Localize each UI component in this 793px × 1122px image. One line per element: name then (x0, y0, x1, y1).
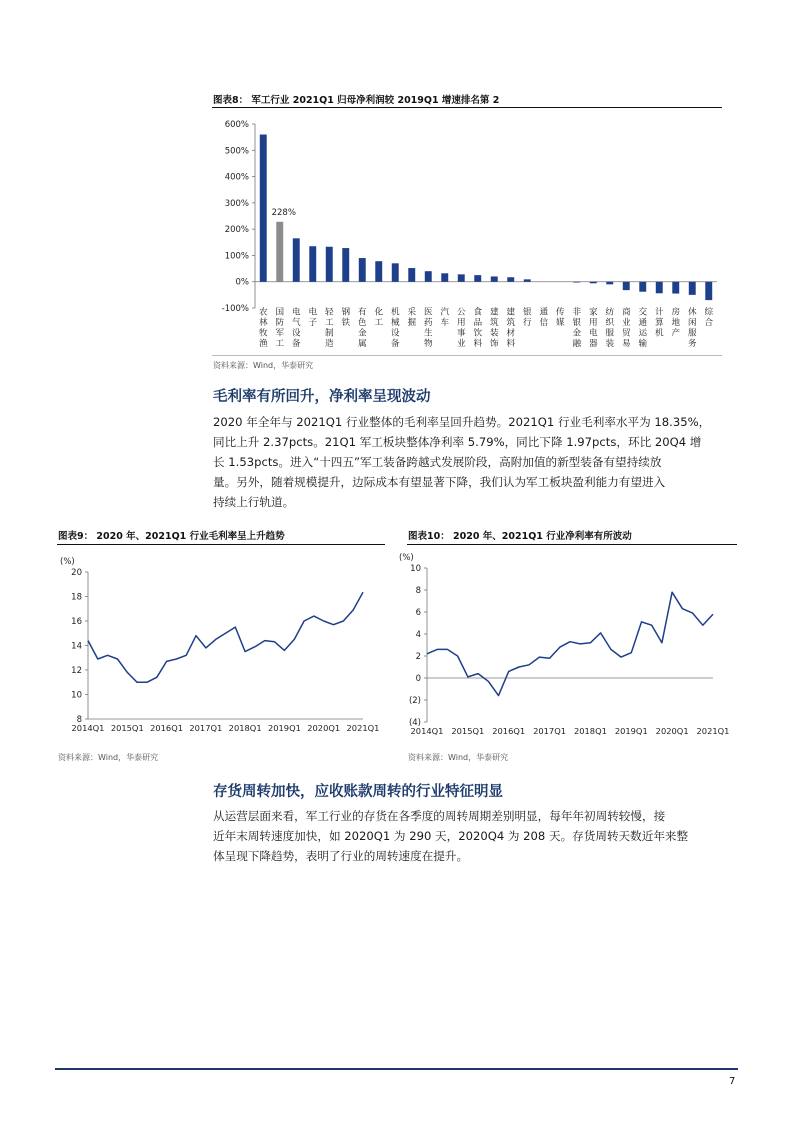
fig8-bar (623, 282, 630, 290)
fig8-category-label: 医药生物 (423, 307, 433, 350)
fig8-bar (590, 282, 597, 284)
section2-heading: 存货周转加快，应收账款周转的行业特征明显 (213, 783, 503, 800)
fig8-category-label: 汽车 (440, 307, 450, 329)
fig10-x-tick-label: 2021Q1 (696, 726, 730, 736)
fig8-bar (408, 268, 415, 282)
fig8-title-rule (212, 107, 722, 108)
fig8-category-label: 银行 (522, 307, 532, 329)
fig8-category-label: 交通运输 (638, 307, 648, 350)
section2-line-2: 近年末周转速度加快，如 2020Q1 为 290 天，2020Q4 为 208 天。存货周转天数近年来整 (213, 829, 689, 843)
fig8-y-tick-label: 200% (224, 225, 249, 236)
fig9-y-tick-label: 12 (71, 666, 82, 676)
fig9-x-tick-label: 2014Q1 (71, 723, 105, 733)
fig9-title: 图表9： 2020 年、2021Q1 行业毛利率呈上升趋势 (58, 531, 285, 542)
page-number: 7 (729, 1076, 736, 1087)
fig8-y-tick-label: 500% (224, 146, 249, 157)
fig8-y-tick-label: 400% (224, 172, 249, 183)
fig10-x-tick-label: 2020Q1 (655, 726, 689, 736)
fig8-bar (293, 238, 300, 281)
fig8-y-tick-label: 600% (224, 120, 249, 130)
fig8-category-label: 食品饮料 (473, 307, 483, 350)
fig10-y-tick-label: 8 (415, 586, 421, 596)
fig8-category-label: 电子 (308, 307, 318, 329)
section2-line-3: 体呈现下降趋势，表明了行业的周转速度在提升。 (213, 849, 469, 863)
fig8-bar (491, 276, 498, 281)
fig10-y-tick-label: 10 (410, 564, 421, 574)
fig10-x-tick-label: 2019Q1 (614, 726, 648, 736)
fig10-series-line (427, 592, 713, 695)
fig10-line-chart (399, 548, 740, 740)
fig8-category-label: 家用电器 (588, 307, 598, 350)
fig9-y-tick-label: 14 (71, 641, 82, 652)
fig10-x-tick-label: 2018Q1 (573, 726, 607, 736)
fig8-bottom-rule (212, 355, 722, 356)
fig8-category-label: 采掘 (407, 307, 417, 329)
fig8-category-label: 化工 (374, 307, 384, 329)
fig9-y-tick-label: 18 (71, 592, 82, 603)
section2-paragraph (213, 806, 733, 866)
fig8-bar (392, 263, 399, 281)
fig8-y-tick-label: 300% (224, 198, 249, 209)
fig8-category-label: 建筑装饰 (489, 307, 499, 350)
fig8-category-label: 休闲服务 (687, 307, 697, 350)
fig8-y-tick-label: 100% (224, 251, 249, 262)
fig8-category-label: 综合 (704, 307, 714, 329)
fig9-x-tick-label: 2021Q1 (346, 723, 380, 733)
fig8-category-label: 房地产 (671, 307, 681, 339)
fig10-y-tick-label: 4 (415, 630, 421, 640)
fig10-y-tick-label: 6 (415, 608, 421, 618)
footer-rule (55, 1068, 738, 1070)
fig8-category-label: 轻工制造 (324, 307, 334, 350)
fig8-bar (276, 222, 283, 282)
fig10-x-tick-label: 2017Q1 (533, 726, 567, 736)
fig8-title: 图表8： 军工行业 2021Q1 归母净利润较 2019Q1 增速排名第 2 (213, 95, 500, 106)
fig8-bar (507, 277, 514, 281)
fig8-bar (425, 271, 432, 282)
section1-line-4: 量。另外，随着规模提升，边际成本有望显著下降，我们认为军工板块盈利能力有望进入 (213, 475, 666, 489)
fig9-y-tick-label: 10 (71, 690, 82, 701)
fig8-category-label: 电气设备 (291, 307, 301, 350)
fig8-category-label: 通信 (539, 307, 549, 329)
section1-line-1: 2020 年全年与 2021Q1 行业整体的毛利率呈回升趋势。2021Q1 行业毛利率水平为 18.35%， (213, 415, 711, 429)
fig8-bar (656, 282, 663, 294)
fig10-unit-label: (%) (399, 553, 414, 563)
fig8-category-label: 商业贸易 (621, 307, 631, 350)
fig9-y-tick-label: 16 (71, 617, 82, 627)
fig9-x-tick-label: 2019Q1 (267, 723, 301, 733)
section2-line-1: 从运营层面来看，军工行业的存货在各季度的周转周期差别明显，每年年初周转较慢，接 (213, 809, 666, 823)
fig9-x-tick-label: 2018Q1 (228, 723, 262, 733)
fig10-title: 图表10： 2020 年、2021Q1 行业净利率有所波动 (408, 531, 632, 542)
fig9-y-tick-label: 8 (76, 715, 82, 725)
fig8-bar (359, 258, 366, 282)
fig8-bar (309, 246, 316, 281)
fig8-category-label: 公用事业 (456, 307, 466, 350)
fig9-x-tick-label: 2020Q1 (307, 723, 341, 733)
fig8-category-label: 计算机 (654, 307, 664, 339)
fig8-category-label: 传媒 (555, 307, 565, 329)
fig8-bar (260, 135, 267, 282)
section1-line-5: 持续上行轨道。 (213, 495, 295, 509)
section1-line-3: 长 1.53pcts。进入“十四五”军工装备跨越式发展阶段，高附加值的新型装备有望持续放 (213, 455, 662, 469)
fig8-bar (705, 282, 712, 300)
fig8-bar-chart (205, 112, 725, 358)
fig10-x-tick-label: 2014Q1 (410, 726, 444, 736)
section1-heading: 毛利率有所回升，净利率呈现波动 (213, 388, 431, 405)
fig8-bar (342, 248, 349, 282)
fig8-bar (672, 282, 679, 294)
fig8-bar (474, 275, 481, 282)
fig9-x-tick-label: 2016Q1 (150, 723, 184, 733)
fig10-x-tick-label: 2016Q1 (492, 726, 526, 736)
fig8-y-tick-label: 0% (235, 277, 249, 288)
fig9-x-tick-label: 2015Q1 (110, 723, 144, 733)
fig8-category-label: 钢铁 (341, 307, 351, 329)
fig8-bar (441, 273, 448, 281)
fig8-data-label: 228% (271, 207, 296, 218)
fig8-source: 资料来源：Wind，华泰研究 (213, 361, 314, 370)
fig10-y-tick-label: 0 (415, 674, 421, 684)
fig10-y-tick-label: (4) (408, 718, 421, 728)
fig8-bar (639, 282, 646, 292)
fig9-unit-label: (%) (60, 557, 75, 567)
fig8-category-label: 纺织服装 (605, 307, 615, 350)
fig8-category-label: 非银金融 (572, 307, 582, 350)
section1-paragraph (213, 412, 733, 512)
fig8-category-label: 建筑材料 (506, 307, 516, 350)
fig9-y-tick-label: 20 (71, 568, 82, 578)
fig8-bar (573, 282, 580, 283)
fig8-bar (326, 247, 333, 282)
fig8-bar (689, 282, 696, 295)
fig10-source: 资料来源：Wind，华泰研究 (408, 753, 509, 762)
section1-line-2: 同比上升 2.37pcts。21Q1 军工板块整体净利率 5.79%，同比下降 1.97pcts，环比 20Q4 增 (213, 435, 702, 449)
fig8-y-tick-label: -100% (221, 304, 249, 314)
fig10-title-rule (407, 544, 737, 545)
fig10-x-tick-label: 2015Q1 (451, 726, 485, 736)
fig9-source: 资料来源：Wind，华泰研究 (58, 753, 159, 762)
fig9-title-rule (57, 544, 385, 545)
fig8-bar (458, 274, 465, 281)
fig9-line-chart (55, 548, 385, 740)
fig9-series-line (88, 592, 363, 682)
fig10-y-tick-label: 2 (415, 652, 421, 662)
fig8-category-label: 国防军工 (275, 307, 285, 350)
fig8-category-label: 有色金属 (357, 307, 367, 350)
fig8-bar (606, 282, 613, 285)
fig8-category-label: 机械设备 (390, 307, 400, 350)
fig8-bar (524, 279, 531, 281)
fig8-category-label: 农林牧渔 (258, 307, 268, 350)
fig8-bar (375, 261, 382, 282)
fig10-y-tick-label: (2) (408, 696, 421, 706)
fig9-x-tick-label: 2017Q1 (189, 723, 223, 733)
